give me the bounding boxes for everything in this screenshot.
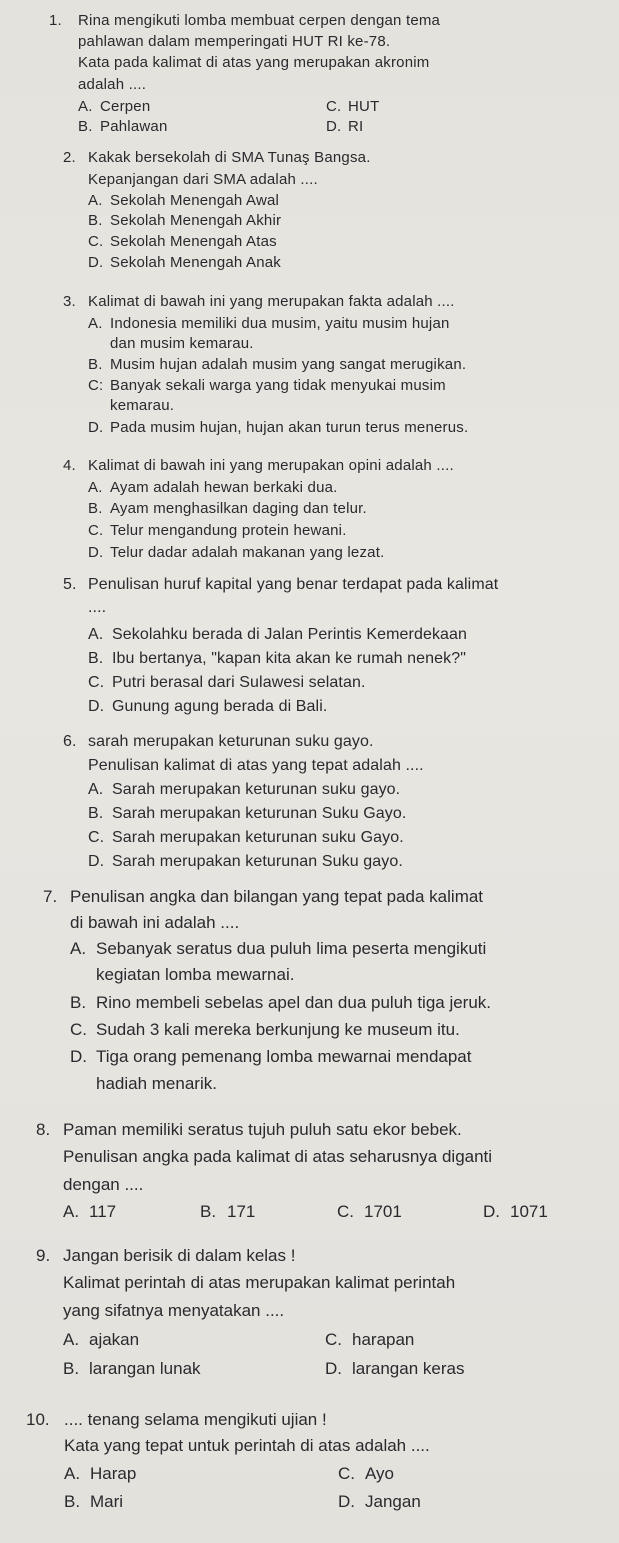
option-letter: B. [63,1359,80,1378]
question-stem-line: Penulisan angka pada kalimat di atas seharusnya diganti [63,1147,493,1166]
option-text: Pahlawan [100,118,168,135]
option-text: Harap [90,1464,137,1483]
option-text: Telur mengandung protein hewani. [110,522,347,539]
option-letter: A. [78,98,93,115]
question-number: 4. [63,457,76,474]
option-text: Ibu bertanya, "kapan kita akan ke rumah nenek?" [112,650,467,667]
question-stem-line: Kata yang tepat untuk perintah di atas adalah .... [64,1436,430,1455]
option-text: larangan lunak [89,1359,201,1378]
question-stem-line: Jangan berisik di dalam kelas ! [63,1246,296,1265]
question-number: 9. [36,1246,51,1265]
question-number: 10. [26,1410,50,1429]
option-text-continued: kegiatan lomba mewarnai. [96,965,295,984]
option-text: Musim hujan adalah musim yang sangat merugikan. [110,356,467,373]
option-text: Sarah merupakan keturunan Suku Gayo. [112,805,407,822]
option-letter: C. [88,233,104,250]
option-letter: D. [338,1492,355,1511]
option-text: Mari [90,1492,124,1511]
option-letter: C. [326,98,342,115]
option-text: 1701 [364,1202,402,1221]
option-text: Sarah merupakan keturunan suku gayo. [112,781,401,798]
question-number: 1. [49,12,62,29]
question-stem-line: adalah .... [78,76,147,93]
option-letter: A. [63,1202,80,1221]
question-stem-line: Penulisan kalimat di atas yang tepat adalah .... [88,757,424,774]
option-letter: C. [88,829,105,846]
option-letter: D. [88,544,104,561]
question-stem-line: .... tenang selama mengikuti ujian ! [64,1410,327,1429]
question-stem-line: Kepanjangan dari SMA adalah .... [88,171,318,188]
option-letter: D. [483,1202,500,1221]
option-letter: A. [70,939,87,958]
option-text: 117 [89,1202,117,1221]
option-text: Ayam menghasilkan daging dan telur. [110,500,367,517]
question-stem-line: Penulisan huruf kapital yang benar terdapat pada kalimat [88,576,499,593]
question-stem-line: sarah merupakan keturunan suku gayo. [88,733,374,750]
question-stem-line: di bawah ini adalah .... [70,913,240,932]
option-letter: B. [78,118,93,135]
option-text: Ayam adalah hewan berkaki dua. [110,479,338,496]
question-stem-line: Kakak bersekolah di SMA Tunaş Bangsa. [88,149,371,166]
option-letter: A. [88,315,103,332]
option-text: Banyak sekali warga yang tidak menyukai musim [110,377,446,394]
question-number: 5. [63,576,77,593]
question-number: 2. [63,149,76,166]
option-text: Sekolah Menengah Akhir [110,212,282,229]
option-letter: B. [88,650,104,667]
option-letter: D. [326,118,342,135]
question-stem-line: dengan .... [63,1175,144,1194]
option-letter: B. [88,356,103,373]
option-letter: D. [88,254,104,271]
option-letter: C. [88,674,105,691]
option-letter: B. [88,500,103,517]
option-letter: C: [88,377,104,394]
question-stem-line: .... [88,599,107,616]
option-text-continued: dan musim kemarau. [110,335,254,352]
option-text: Telur dadar adalah makanan yang lezat. [110,544,385,561]
option-letter: C. [325,1330,342,1349]
option-text: Indonesia memiliki dua musim, yaitu musim hujan [110,315,450,332]
option-text: Jangan [365,1492,421,1511]
option-letter: B. [70,993,87,1012]
option-letter: C. [337,1202,354,1221]
option-letter: A. [88,626,104,643]
option-text: larangan keras [352,1359,465,1378]
option-letter: A. [63,1330,80,1349]
option-text: Gunung agung berada di Bali. [112,698,328,715]
option-text: Sarah merupakan keturunan Suku gayo. [112,853,403,870]
option-text: harapan [352,1330,415,1349]
option-text: Sudah 3 kali mereka berkunjung ke museum itu. [96,1020,460,1039]
question-stem-line: yang sifatnya menyatakan .... [63,1301,285,1320]
question-stem-line: Kalimat di bawah ini yang merupakan fakta adalah .... [88,293,455,310]
option-text: ajakan [89,1330,140,1349]
option-letter: A. [88,479,103,496]
option-text: Putri berasal dari Sulawesi selatan. [112,674,366,691]
option-text: RI [348,118,364,135]
option-letter: D. [325,1359,342,1378]
option-text: Ayo [365,1464,394,1483]
option-letter: B. [64,1492,81,1511]
option-letter: D. [88,419,104,436]
question-stem-line: Paman memiliki seratus tujuh puluh satu ekor bebek. [63,1120,462,1139]
option-text: Sebanyak seratus dua puluh lima peserta mengikuti [96,939,487,958]
question-number: 3. [63,293,76,310]
option-letter: D. [88,853,105,870]
question-stem-line: Kata pada kalimat di atas yang merupakan akronim [78,54,430,71]
option-letter: B. [88,805,104,822]
option-text: Pada musim hujan, hujan akan turun terus menerus. [110,419,469,436]
option-letter: A. [88,781,104,798]
question-number: 6. [63,733,77,750]
question-stem-line: Penulisan angka dan bilangan yang tepat pada kalimat [70,887,484,906]
option-letter: B. [200,1202,217,1221]
option-letter: D. [88,698,105,715]
option-letter: A. [64,1464,81,1483]
option-text: Sekolah Menengah Awal [110,192,280,209]
option-text: Sekolah Menengah Atas [110,233,277,250]
option-text: 171 [227,1202,256,1221]
option-text: 1071 [510,1202,548,1221]
option-text: Sekolah Menengah Anak [110,254,281,271]
option-letter: C. [70,1020,87,1039]
question-stem-line: pahlawan dalam memperingati HUT RI ke-78. [78,33,391,50]
option-text-continued: hadiah menarik. [96,1074,217,1093]
option-text: Tiga orang pemenang lomba mewarnai mendapat [96,1047,472,1066]
option-text: Sekolahku berada di Jalan Perintis Kemerdekaan [112,626,468,643]
question-stem-line: Kalimat di bawah ini yang merupakan opini adalah .... [88,457,454,474]
option-text: Cerpen [100,98,151,115]
option-text: Rino membeli sebelas apel dan dua puluh tiga jeruk. [96,993,492,1012]
question-number: 8. [36,1120,51,1139]
option-letter: C. [338,1464,355,1483]
option-text: HUT [348,98,380,115]
option-letter: C. [88,522,104,539]
question-stem-line: Kalimat perintah di atas merupakan kalimat perintah [63,1273,456,1292]
option-text: Sarah merupakan keturunan suku Gayo. [112,829,404,846]
option-letter: D. [70,1047,87,1066]
question-stem-line: Rina mengikuti lomba membuat cerpen dengan tema [78,12,441,29]
option-letter: A. [88,192,103,209]
question-number: 7. [43,887,58,906]
option-letter: B. [88,212,103,229]
option-text-continued: kemarau. [110,397,175,414]
